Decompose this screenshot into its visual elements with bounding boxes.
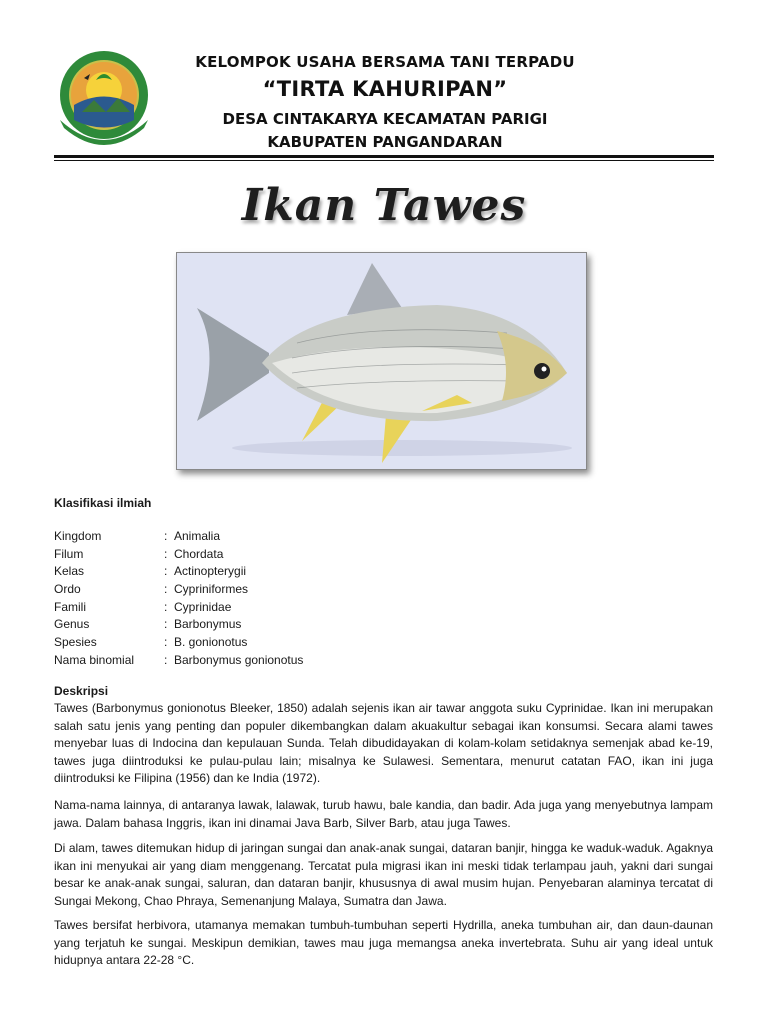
classification-key: Filum: [54, 546, 84, 561]
description-heading: Deskripsi: [54, 684, 109, 698]
classification-separator: :: [164, 652, 168, 667]
page-title: Ikan Tawes: [241, 180, 527, 231]
header-line-1: KELOMPOK USAHA BERSAMA TANI TERPADU: [195, 53, 575, 71]
classification-key: Ordo: [54, 582, 81, 597]
classification-row: [54, 528, 454, 546]
classification-row: [54, 634, 454, 652]
description-paragraph-1: Tawes (Barbonymus gonionotus Bleeker, 1850) adalah sejenis ikan air tawar anggota suku Cyprinidae. Ikan ini merupakan salah satu jenis yang penting dan populer dikembangkan dalam akuakultur sebagai ikan konsumsi. Secara alami tawes menyebar luas di Indocina dan kepulauan Sunda. Telah dibudidayakan di kolam-kolam setidaknya semenjak abad ke-19, tawes juga diintroduksi ke pulau-pulau lain; misalnya ke Sulawesi. Sementara, menurut catatan FAO, ikan ini juga diintroduksi ke Filipina (1956) dan ke India (1972).: [54, 701, 713, 785]
header-divider-thin: [54, 160, 714, 161]
classification-key: Kingdom: [54, 529, 102, 543]
header-line-3: DESA CINTAKARYA KECAMATAN PARIGI: [222, 110, 548, 128]
classification-separator: :: [164, 529, 168, 543]
classification-row: [54, 563, 454, 581]
classification-key: Kelas: [54, 564, 85, 579]
classification-key: Spesies: [54, 635, 97, 650]
classification-separator: :: [164, 599, 168, 614]
header-organization-name: “TIRTA KAHURIPAN”: [262, 77, 508, 101]
classification-row: [54, 546, 454, 564]
classification-heading: Klasifikasi ilmiah: [54, 496, 152, 510]
description-paragraph-3: Di alam, tawes ditemukan hidup di jaringan sungai dan anak-anak sungai, dataran banjir, hingga ke waduk-waduk. Agaknya ikan ini menyukai air yang diam menggenang. Tercatat pula migrasi ikan ini meski tidak terlampau jauh, yakni dari sungai besar ke anak-anak sungai, saluran, dan dataran banjir, khususnya di awal musim hujan. Penyebaran alaminya tercatat di Sungai Mekong, Chao Phraya, Semenanjung Malaya, Sumatra dan Jawa.: [54, 841, 713, 908]
classification-separator: :: [164, 617, 168, 632]
classification-key: Genus: [54, 617, 90, 632]
classification-row: [54, 652, 454, 670]
classification-separator: :: [164, 635, 168, 650]
classification-key: Famili: [54, 599, 86, 614]
classification-value: Barbonymus: [174, 617, 242, 632]
classification-key: Nama binomial: [54, 652, 135, 667]
classification-row: [54, 616, 454, 634]
classification-separator: :: [164, 582, 168, 597]
classification-row: [54, 599, 454, 617]
description-paragraph-4: Tawes bersifat herbivora, utamanya memakan tumbuh-tumbuhan seperti Hydrilla, aneka tumbuhan air, dan daun-daunan yang terjatuh ke sungai. Meskipun demikian, tawes mau juga memangsa aneka invertebrata. Suhu air yang ideal untuk hidupnya antara 22-28 °C.: [54, 918, 713, 967]
header-line-4: KABUPATEN PANGANDARAN: [267, 133, 503, 151]
fish-photo: [176, 252, 587, 470]
classification-value: Animalia: [174, 529, 221, 543]
classification-table: [54, 528, 454, 670]
description-paragraph-2: Nama-nama lainnya, di antaranya lawak, lalawak, turub hawu, bale kandia, dan badir. Ada juga yang menyebutnya lampam jawa. Dalam bahasa Inggris, ikan ini dinamai Java Barb, Silver Barb, atau juga Tawes.: [54, 798, 713, 830]
organization-logo: [54, 50, 154, 150]
classification-row: [54, 581, 454, 599]
header-divider-thick: [54, 155, 714, 158]
classification-separator: :: [164, 546, 168, 561]
classification-separator: :: [164, 564, 168, 579]
classification-value: Barbonymus gonionotus: [174, 652, 304, 667]
classification-value: Cyprinidae: [174, 599, 232, 614]
classification-value: Actinopterygii: [174, 564, 247, 579]
classification-value: Chordata: [174, 546, 224, 561]
classification-value: Cypriniformes: [174, 582, 249, 597]
classification-value: B. gonionotus: [174, 635, 248, 650]
